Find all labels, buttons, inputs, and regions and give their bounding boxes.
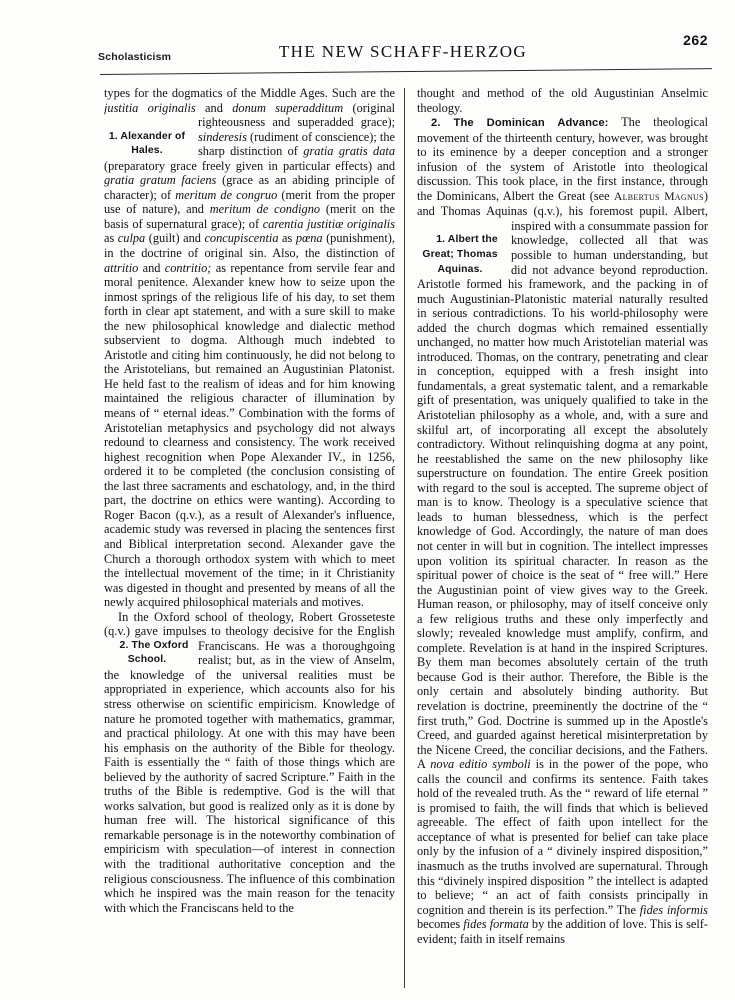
text-run: In the Oxford school of theology, Robert Grosseteste (q.v.) gave impulses to theology decisive for — [104, 609, 395, 639]
text-run: types for the dogmatics of the Middle Ages. Such are the — [104, 86, 395, 100]
body-columns — [104, 86, 708, 991]
paragraph-oxford-school — [104, 610, 395, 915]
latin-term: meritum de congruo — [175, 187, 278, 202]
running-head-left: Scholasticism — [98, 51, 172, 63]
text-run: (merit from the proper use of nature), and — [104, 187, 395, 217]
latin-term: justitia originalis — [104, 100, 196, 115]
left-text-column — [104, 86, 395, 991]
latin-term: gratia gratis data — [303, 144, 395, 159]
right-text-column — [417, 86, 708, 991]
latin-term: contritio; — [164, 260, 212, 275]
text-run: (rudiment of conscience); the sharp distinction of — [198, 129, 395, 159]
section-heading-dominican-advance: 2. The Dominican Advance: — [431, 117, 609, 130]
text-run: (merit on the basis of supernatural grace); of — [104, 202, 395, 231]
latin-term: meritum de condigno — [209, 202, 321, 217]
text-run: (preparatory grace freely given in particular effects) and — [104, 158, 395, 173]
cross-reference-albertus-magnus: Albertus Magnus — [613, 189, 704, 203]
latin-term: attritio — [104, 260, 139, 275]
text-run: thought and method of the old Augustinian Anselmic theology. — [417, 86, 708, 115]
text-run: becomes — [417, 917, 464, 932]
text-run: spired with a consummate passion for knowledge, collected all that was possible to human understanding, but did not advance beyond reproduction. Aristotle formed his framework, and the packing in of much Augustinian-Platonistic material naturally resulted in serious contradictions. To his world-philosophy were added the church dogmas which remained essentially unchanged, no matter how much Aristotelian material was introduced. Thomas, on the contrary, penetrating and clear in conception, equipped with a fresh insight into fundamentals, a great systematic talent, and a remarkable gift of presentation, was uniquely qualified to take in the Aristotelian philosophy as a whole, and, with a sure and skilful art, of incorporating all except the absolutely contradictory. Without relinquishing dogma at any point, he reestablished the same on the new philosophy like superstructure on foundation. The entire Greek position with regard to the soul is accepted. The supreme object of man is to know. Theology is a speculative science that leads to human blessedness, which is the perfect knowledge of God. Accordingly, the nature of man does not center in will but in cognition. The intellect impresses upon volition its spiritual character. In reason as the spiritual power of choice is the seat of “ free will.” Here the Augustinian point of view gives way to the Greek. Human reason, or philosophy, may of itself conceive only a few religious truths and these only imperfectly and slowly; revealed knowledge must amplify, confirm, and complete. Revelation is at hand in the inspired Scriptures. By them man becomes absolutely certain of the truth because God is their author. Therefore, the Bible is the only certain and absolutely binding authority. But revelation is doctrine, preeminently the doctrine of the “ first truth,” God. Doctrine is summed up in the Apostle's Creed, and guarded against heretical misinterpretation by the Nicene Creed, the conciliar decisions, and the Fathers. A — [417, 218, 708, 772]
text-run: (grace as an abiding principle of character); of — [104, 173, 395, 202]
paragraph-anselmic-theology-continued — [417, 86, 708, 115]
text-run: (guilt) and — [145, 231, 205, 246]
page-number: 262 — [683, 32, 708, 48]
text-run: is in the power of the pope, who calls the council and confirms its sentence. Faith takes hold of the revealed truth. As the “ reward of life eternal ” is promised to faith, the will finds that which is believed agreeable. The effect of faith upon intellect for the acceptance of what is presented for belief can take place only by the infusion of a “ divinely inspired disposition,” inasmuch as the truths involved are supernatural. Through this “divinely inspired disposition ” the intellect is adapted to believe; “ an act of faith consists principally in cognition and therein is its perfection.” The — [417, 757, 708, 917]
latin-term: pœna — [295, 231, 323, 246]
text-run: and — [138, 260, 165, 275]
latin-term: fides formata — [463, 917, 529, 932]
paragraph-dominican-advance — [417, 115, 708, 946]
text-run: the English Franciscans. He was a thoroughgoing realist; but, as in the view of Anselm, the knowledge of the universal realities must be appropriated in experience, which accounts also for his stress otherwise on scientific empiricism. Knowledge of nature he promoted together with mathematics, grammar, and practical philology. At one with this may have been his emphasis on the authority of the Bible for theology. Faith is essentially the “ faith of those things which are believed by the authority of sacred Scripture.” Faith in the truths of the Bible is redemptive. God is the will that works salvation, but good is realized only as it is done by human free will. The historical significance of this remarkable personage is in the noteworthy combination of empiricism with speculation—of interest in connection with the traditional authoritative conception and the religious consciousness. The influence of this combination which he inspired was the main reason for the tenacity with which the Franciscans held to the — [104, 624, 395, 915]
paragraph-alexander-of-hales — [104, 86, 395, 610]
text-run: and — [195, 100, 233, 115]
sidenote-oxford-school: 2. The Oxford School. — [119, 639, 189, 666]
text-run: ) and Thomas Aquinas (q.v.), his foremost pupil. Albert, in — [417, 188, 708, 233]
sidenote-albert-thomas: 1. Albert the Great; Thomas Aquinas. — [422, 234, 498, 275]
sidenote-alexander-of-hales: 1. Alexander of Hales. — [108, 130, 186, 157]
text-run: (original righteousness and superadded grace); — [198, 100, 395, 130]
text-run: as — [278, 231, 296, 246]
text-run: The theological movement of the thirteenth century, however, was brought to its eminence by a deeper conception and a stronger infusion of the system of Aristotle into theological discussion. This took place, in the first instance, through the Dominicans, Albert the Great (see — [417, 115, 708, 203]
column-divider — [404, 88, 405, 988]
text-run: as — [104, 231, 118, 246]
running-head-title: THE NEW SCHAFF-HERZOG — [278, 42, 528, 61]
latin-term: carentia justitiæ originalis — [262, 216, 395, 231]
latin-term: donum superadditum — [232, 100, 344, 115]
text-run: (punishment), in the doctrine of original sin. Also, the distinction of — [104, 231, 395, 261]
latin-term: nova editio symboli — [430, 757, 531, 772]
latin-term: culpa — [117, 231, 146, 246]
latin-term: concupiscentia — [204, 231, 279, 246]
text-run: as repentance from servile fear and moral penitence. Alexander knew how to seize upon the inmost springs of the religious life of his day, to set them forth in clear apt statement, and with a sure skill to make the new philosophical knowledge and dialectic method subservient to dogma. Although much indebted to Aristotle and citing him continuously, he did not belong to the Aristotelians, but remained an Augustinian Platonist. He held fast to the realism of ideas and for him knowing maintained the religious character of illumination by means of “ eternal ideas.” Combination with the forms of Aristotelian metaphysics and psychology did not always redound to clearness and consistency. The work received highest recognition when Pope Alexander IV., in 1256, ordered it to be completed (the conclusion consisting of the last three sacraments and eschatology, and, in the third part, the doctrine on ethics were wanting). According to Roger Bacon (q.v.), as a result of Alexander's influence, academic study was reversed in placing the sentences first and Biblical interpretation second. Alexander gave the Church a thorough orthodox system with which to meet the intellectual movement of the time; in it Christianity was digested in thought and presented by means of all the newly acquired philosophical materials and motives. — [104, 260, 395, 610]
latin-term: sinderesis — [198, 129, 247, 144]
latin-term: fides informis — [639, 902, 708, 917]
page-masthead — [98, 32, 708, 72]
latin-term: gratia gratum faciens — [104, 173, 217, 188]
text-run: by the addition of love. This is self-evident; faith in itself remains — [417, 917, 708, 946]
